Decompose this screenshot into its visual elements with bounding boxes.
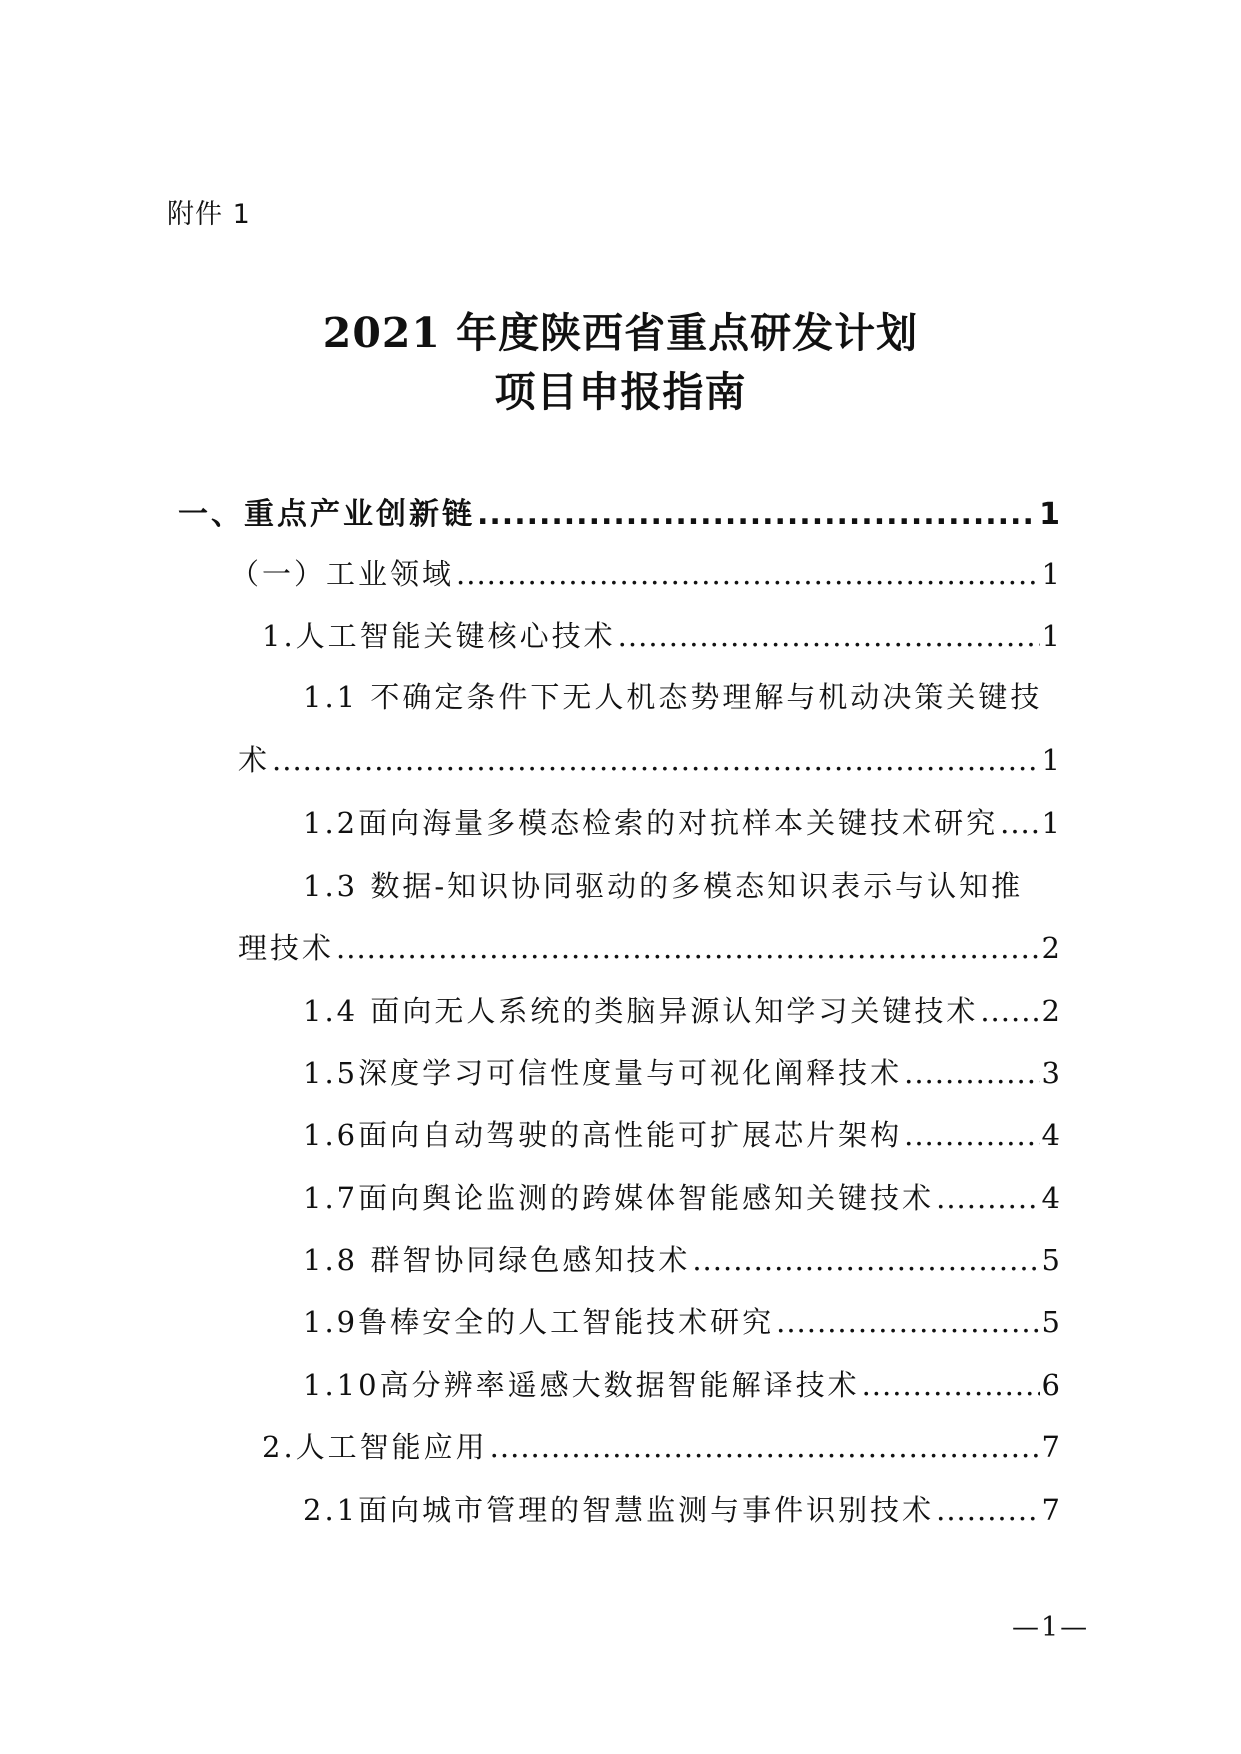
toc-page-number: 4 [1041, 1118, 1060, 1152]
toc-page-number: 5 [1041, 1305, 1060, 1339]
toc-page-number: 7 [1041, 1493, 1060, 1527]
toc-entry-label: 1.6面向自动驾驶的高性能可扩展芯片架构 [303, 1118, 903, 1152]
toc-entry-level-4[interactable] [303, 1115, 1060, 1155]
toc-dot-leader [936, 1490, 1039, 1530]
toc-page-number: 7 [1041, 1430, 1060, 1464]
toc-entry-level-1[interactable] [178, 495, 1060, 535]
toc-entry-label: 1.4 面向无人系统的类脑异源认知学习关键技术 [303, 994, 979, 1028]
page-number-footer: —1— [1012, 1612, 1090, 1643]
toc-entry-level-4[interactable] [303, 1302, 1060, 1342]
toc-dot-leader [477, 495, 1037, 535]
toc-dot-leader [1000, 803, 1039, 843]
toc-entry-level-4[interactable] [238, 740, 1060, 780]
toc-dot-leader [336, 928, 1040, 968]
document-title-line-2: 项目申报指南 [494, 368, 747, 416]
toc-entry-level-4[interactable] [238, 928, 1060, 968]
toc-dot-leader [456, 554, 1040, 594]
toc-entry-label: 术 [238, 743, 271, 777]
toc-entry-label: 1.5深度学习可信性度量与可视化阐释技术 [303, 1056, 903, 1090]
toc-entry-label: 1.7面向舆论监测的跨媒体智能感知关键技术 [303, 1181, 935, 1215]
toc-page-number: 5 [1041, 1243, 1060, 1277]
toc-entry-label: 1.9鲁棒安全的人工智能技术研究 [303, 1305, 775, 1339]
toc-entry-level-4[interactable] [303, 991, 1060, 1031]
toc-dot-leader [692, 1240, 1039, 1280]
toc-entry-level-4[interactable] [303, 1053, 1060, 1093]
toc-dot-leader [272, 740, 1040, 780]
toc-entry-label: （一）工业领域 [230, 557, 455, 591]
toc-entry-level-2[interactable] [230, 554, 1060, 594]
toc-entry-label: 一、重点产业创新链 [178, 497, 475, 532]
toc-page-number: 4 [1041, 1181, 1060, 1215]
toc-dot-leader [936, 1178, 1039, 1218]
toc-dot-leader [618, 616, 1040, 656]
toc-page-number: 2 [1041, 994, 1060, 1028]
toc-entry-level-4[interactable] [303, 1365, 1060, 1405]
toc-dot-leader [904, 1115, 1039, 1155]
toc-entry-label: 1.10高分辨率遥感大数据智能解译技术 [303, 1368, 860, 1402]
toc-entry-level-4[interactable] [303, 1178, 1060, 1218]
toc-entry-level-4[interactable] [303, 1240, 1060, 1280]
toc-entry-level-3[interactable] [262, 1427, 1060, 1467]
toc-page-number: 3 [1041, 1056, 1060, 1090]
toc-page-number: 1 [1041, 806, 1060, 840]
toc-page-number: 2 [1041, 931, 1060, 965]
toc-entry-label: 1.8 群智协同绿色感知技术 [303, 1243, 691, 1277]
toc-entry-level-4[interactable] [303, 803, 1060, 843]
toc-entry-wrapped-first-line[interactable]: 1.1 不确定条件下无人机态势理解与机动决策关键技 [303, 680, 1043, 714]
toc-entry-label: 2.1面向城市管理的智慧监测与事件识别技术 [303, 1493, 935, 1527]
toc-page-number: 1 [1041, 743, 1060, 777]
toc-page-number: 1 [1039, 497, 1060, 532]
toc-page-number: 1 [1041, 557, 1060, 591]
toc-dot-leader [776, 1302, 1039, 1342]
toc-page-number: 1 [1041, 619, 1060, 653]
document-title-line-1: 2021 年度陕西省重点研发计划 [322, 309, 919, 357]
attachment-label: 附件 1 [167, 199, 251, 230]
toc-entry-label: 1.2面向海量多模态检索的对抗样本关键技术研究 [303, 806, 999, 840]
toc-entry-level-3[interactable] [262, 616, 1060, 656]
toc-page-number: 6 [1041, 1368, 1060, 1402]
toc-dot-leader [980, 991, 1039, 1031]
toc-entry-level-4[interactable] [303, 1490, 1060, 1530]
toc-entry-label: 1.人工智能关键核心技术 [262, 619, 616, 653]
toc-entry-label: 2.人工智能应用 [262, 1430, 488, 1464]
toc-entry-label: 理技术 [238, 931, 335, 965]
toc-dot-leader [862, 1365, 1040, 1405]
toc-entry-wrapped-first-line[interactable]: 1.3 数据-知识协同驱动的多模态知识表示与认知推 [303, 869, 1024, 903]
toc-dot-leader [904, 1053, 1039, 1093]
toc-dot-leader [490, 1427, 1040, 1467]
